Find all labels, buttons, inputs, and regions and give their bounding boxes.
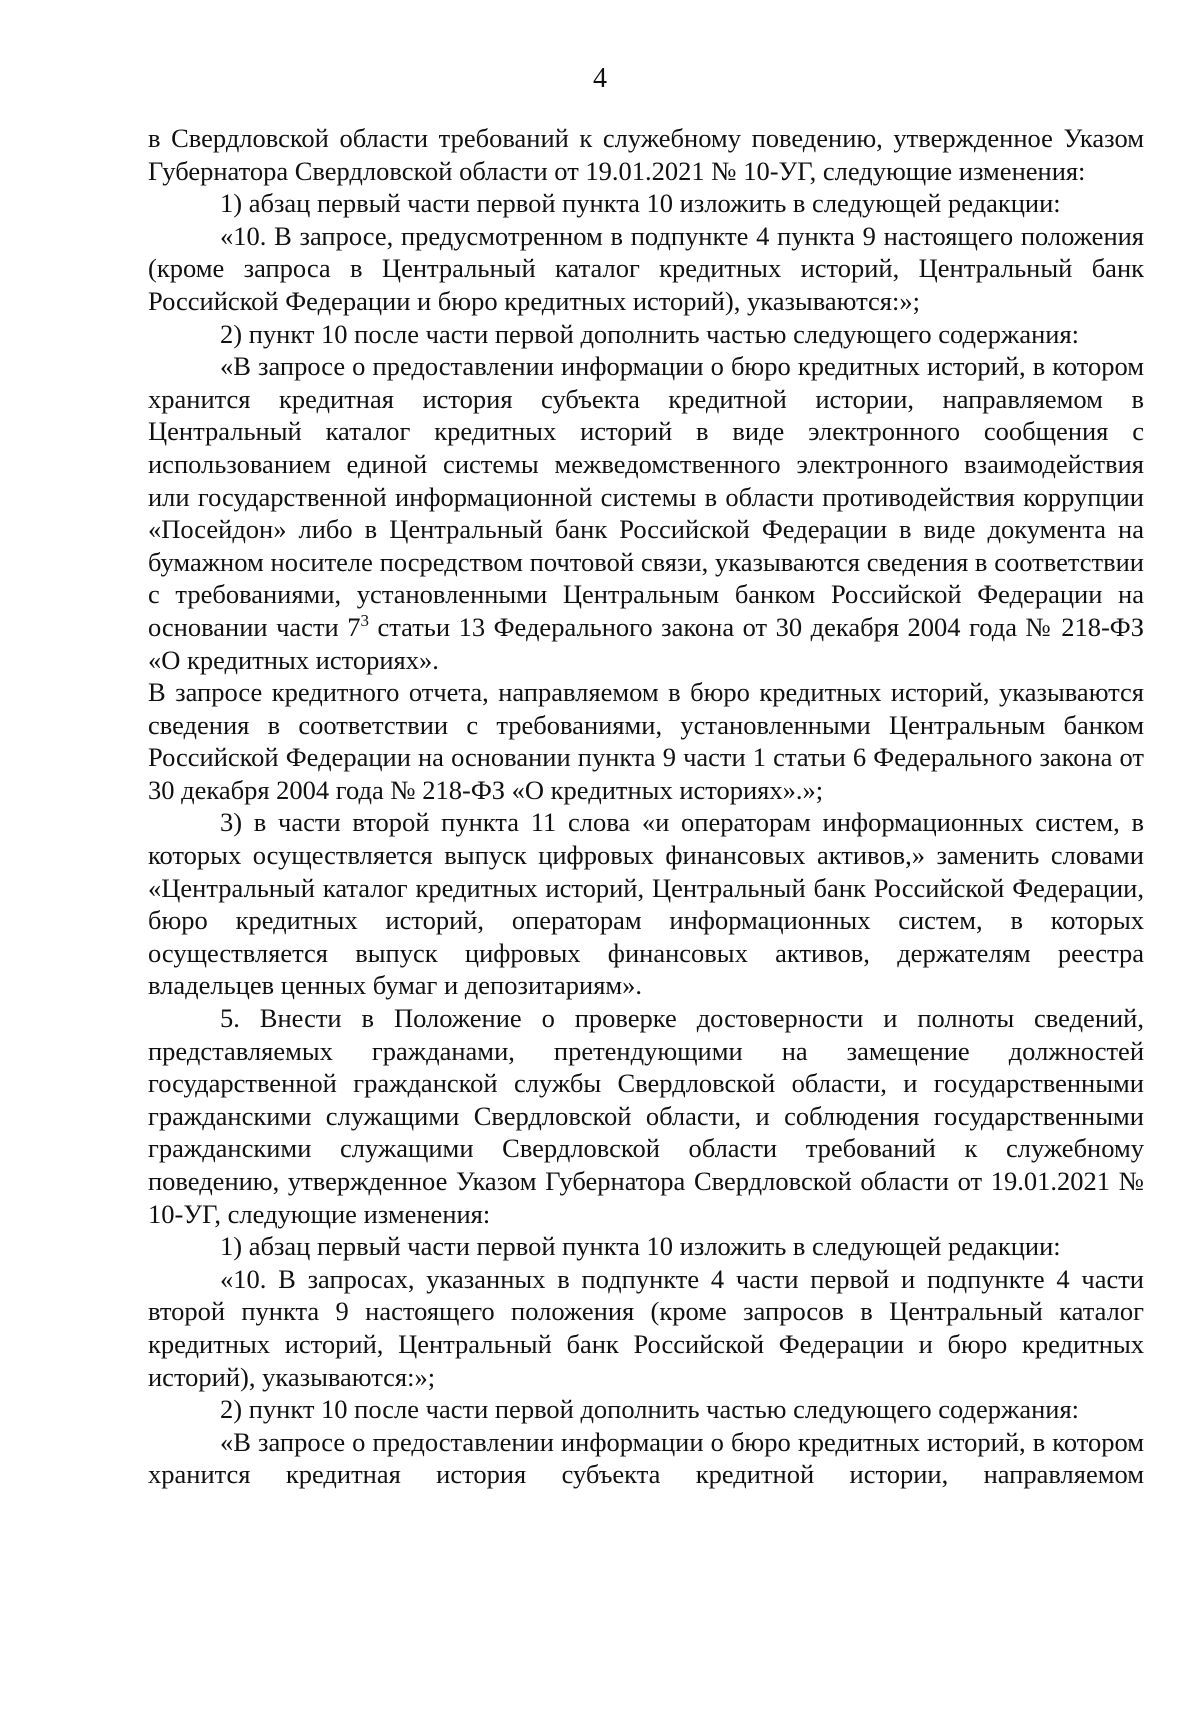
paragraph-central-catalog-request [148, 350, 1144, 676]
paragraph-intro: в Свердловской области требований к служебному поведению, утвержденное Указом Губернатора Свердловской области от 19.01.2021 № 10-УГ, следующие изменения: [148, 123, 1144, 186]
paragraph-item-1-second: 1) абзац первый части первой пункта 10 изложить в следующей редакции: [220, 1231, 1061, 1262]
page-number: 4 [593, 63, 607, 94]
paragraph-section-5: 5. Внести в Положение о проверке достоверности и полноты сведений, представляемых гражданами, претендующими на замещение должностей государственной гражданской службы Свердловской области, и государственными гражданскими служащими Свердловской области, и соблюдения государственными гражданскими служащими Свердловской области требований к служебному поведению, утвержденное Указом Губернатора Свердловской области от 19.01.2021 № 10-УГ, следующие изменения: [148, 1003, 1144, 1229]
paragraph-item-1: 1) абзац первый части первой пункта 10 изложить в следующей редакции: [220, 188, 1061, 219]
paragraph-credit-report-request: В запросе кредитного отчета, направляемом в бюро кредитных историй, указываются сведения в соответствии с требованиями, установленными Центральным банком Российской Федерации на основании пункта 9 части 1 статьи 6 Федерального закона от 30 декабря 2004 года № 218-ФЗ «О кредитных историях».»; [148, 677, 1144, 805]
paragraph-quote-10-second: «10. В запросах, указанных в подпункте 4 части первой и подпункте 4 части второй пункта 9 настоящего положения (кроме запросов в Центральный каталог кредитных историй, Центральный банк Российской Федерации и бюро кредитных историй), указываются:»; [148, 1263, 1144, 1392]
paragraph-item-2: 2) пункт 10 после части первой дополнить частью следующего содержания: [220, 318, 1079, 349]
paragraph-request-continued: «В запросе о предоставлении информации о бюро кредитных историй, в котором хранится кредитная история субъекта кредитной истории, направляемом [148, 1426, 1144, 1490]
superscript-index: 3 [360, 611, 369, 631]
paragraph-text-part: «В запросе о предоставлении информации о бюро кредитных историй, в котором хранится кредитная история субъекта кредитной истории, направляемом в Центральный каталог кредитных историй в виде электронного сообщения с использованием единой системы межведомственного электронного взаимодействия или государственной информационной системы в области противодействия коррупции «Посейдон» либо в Центральный банк Российской Федерации в виде документа на бумажном носителе посредством почтовой связи, указываются сведения в соответствии с требованиями, установленными Центральным банком Российской Федерации на основании части 7 [148, 351, 1144, 642]
document-body [148, 122, 1144, 1491]
paragraph-item-3: 3) в части второй пункта 11 слова «и операторам информационных систем, в которых осуществляется выпуск цифровых финансовых активов,» заменить словами «Центральный каталог кредитных историй, Центральный банк Российской Федерации, бюро кредитных историй, операторам информационных систем, в которых осуществляется выпуск цифровых финансовых активов, держателям реестра владельцев ценных бумаг и депозитариям». [148, 807, 1144, 1001]
paragraph-item-2-second: 2) пункт 10 после части первой дополнить частью следующего содержания: [220, 1394, 1079, 1425]
paragraph-quote-10: «10. В запросе, предусмотренном в подпункте 4 пункта 9 настоящего положения (кроме запроса в Центральный каталог кредитных историй, Центральный банк Российской Федерации и бюро кредитных историй), указываются:»; [148, 220, 1144, 316]
paragraph-text-part: статьи 13 Федерального закона от 30 декабря 2004 года № 218-ФЗ «О кредитных историях». [148, 611, 1144, 675]
